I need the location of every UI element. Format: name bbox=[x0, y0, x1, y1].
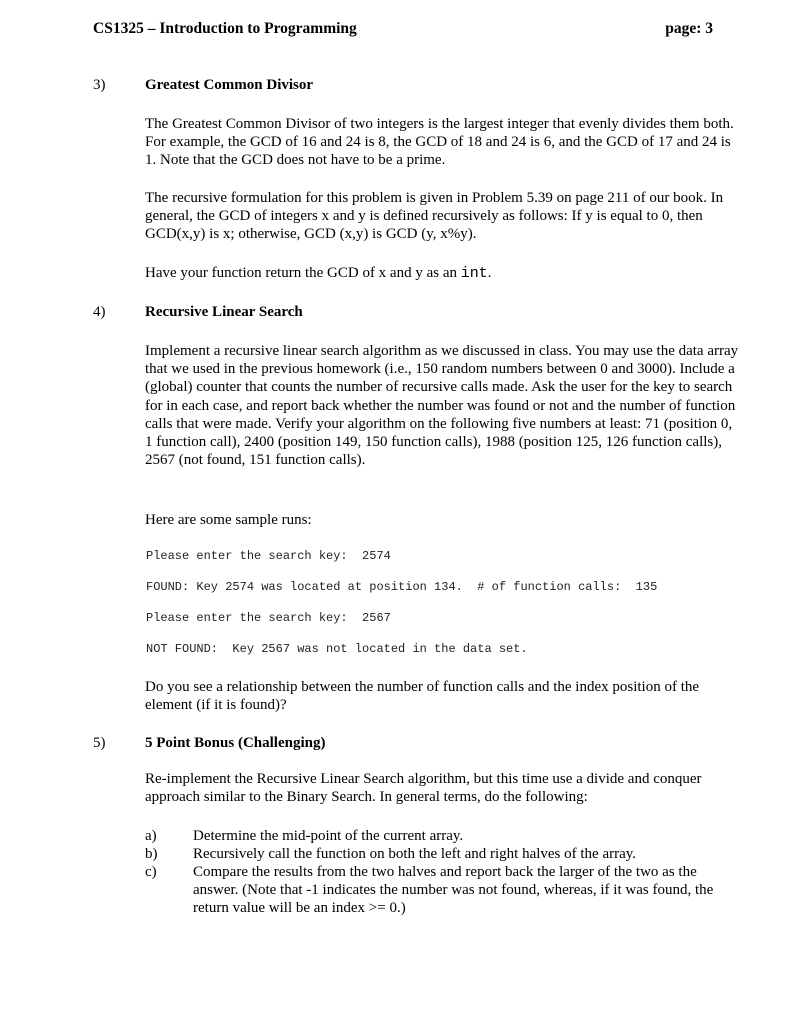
section-3-title: Greatest Common Divisor bbox=[145, 77, 314, 93]
page-header bbox=[93, 20, 713, 42]
section-3-paragraph-1: The Greatest Common Divisor of two integers is the largest integer that evenly divides them both. For example, the GCD of 16 and 24 is 8, the GCD of 18 and 24 is 6, and the GCD of 17 and 24 is 1. Note that the GCD does not have to be a prime. bbox=[145, 116, 734, 169]
section-4-title: Recursive Linear Search bbox=[145, 304, 303, 320]
int-keyword: int bbox=[460, 265, 488, 282]
return-text: Have your function return the GCD of x and y as an bbox=[145, 265, 461, 281]
list-item-text: Compare the results from the two halves and report back the larger of the two as the answer. (Note that -1 indicates the number was not found, whereas, if it was found, the return value will be an index >= 0.) bbox=[193, 864, 714, 917]
list-item-text: Determine the mid-point of the current array. bbox=[193, 828, 464, 844]
list-item-label: a) bbox=[145, 828, 157, 844]
section-4-paragraph-1: Implement a recursive linear search algorithm as we discussed in class. You may use the data array that we used in the previous homework (i.e., 150 random numbers between 0 and 3000). Include a (global) counter that counts the number of recursive calls made. Ask the user for the key to search for in each case, and report back whether the number was found or not and the number of function calls that were made. Verify your algorithm on the following five numbers at least: 71 (position 0, 1 function call), 2400 (position 149, 150 function calls), 1988 (position 125, 126 function calls), 2567 (not found, 151 function calls). bbox=[145, 343, 739, 469]
section-3-paragraph-2: The recursive formulation for this problem is given in Problem 5.39 on page 211 of our book. In general, the GCD of integers x and y is defined recursively as follows: If y is equal to 0, then GCD(x,y) is x; otherwise, GCD (x,y) is GCD (y, x%y). bbox=[145, 190, 724, 243]
sample-run-line-3: Please enter the search key: 2567 bbox=[146, 611, 391, 625]
period: . bbox=[487, 265, 492, 281]
section-5-title: 5 Point Bonus (Challenging) bbox=[145, 735, 326, 751]
sample-run-line-4: NOT FOUND: Key 2567 was not located in the data set. bbox=[146, 642, 528, 656]
course-title: CS1325 – Introduction to Programming bbox=[93, 20, 357, 37]
section-4-number: 4) bbox=[93, 304, 106, 320]
list-item-label: b) bbox=[145, 846, 158, 862]
section-3-paragraph-3 bbox=[145, 264, 740, 283]
section-4-paragraph-2: Here are some sample runs: bbox=[145, 512, 312, 528]
list-item-text: Recursively call the function on both the left and right halves of the array. bbox=[193, 846, 637, 862]
section-5-number: 5) bbox=[93, 735, 106, 751]
section-4-paragraph-3: Do you see a relationship between the number of function calls and the index position of the element (if it is found)? bbox=[145, 679, 700, 714]
list-item-label: c) bbox=[145, 864, 157, 880]
sample-run-line-2: FOUND: Key 2574 was located at position 134. # of function calls: 135 bbox=[146, 580, 658, 594]
sample-run-line-1: Please enter the search key: 2574 bbox=[146, 549, 391, 563]
page-number: page: 3 bbox=[665, 20, 713, 37]
section-5-paragraph-1: Re-implement the Recursive Linear Search algorithm, but this time use a divide and conquer approach similar to the Binary Search. In general terms, do the following: bbox=[145, 771, 702, 806]
section-3-number: 3) bbox=[93, 77, 106, 93]
